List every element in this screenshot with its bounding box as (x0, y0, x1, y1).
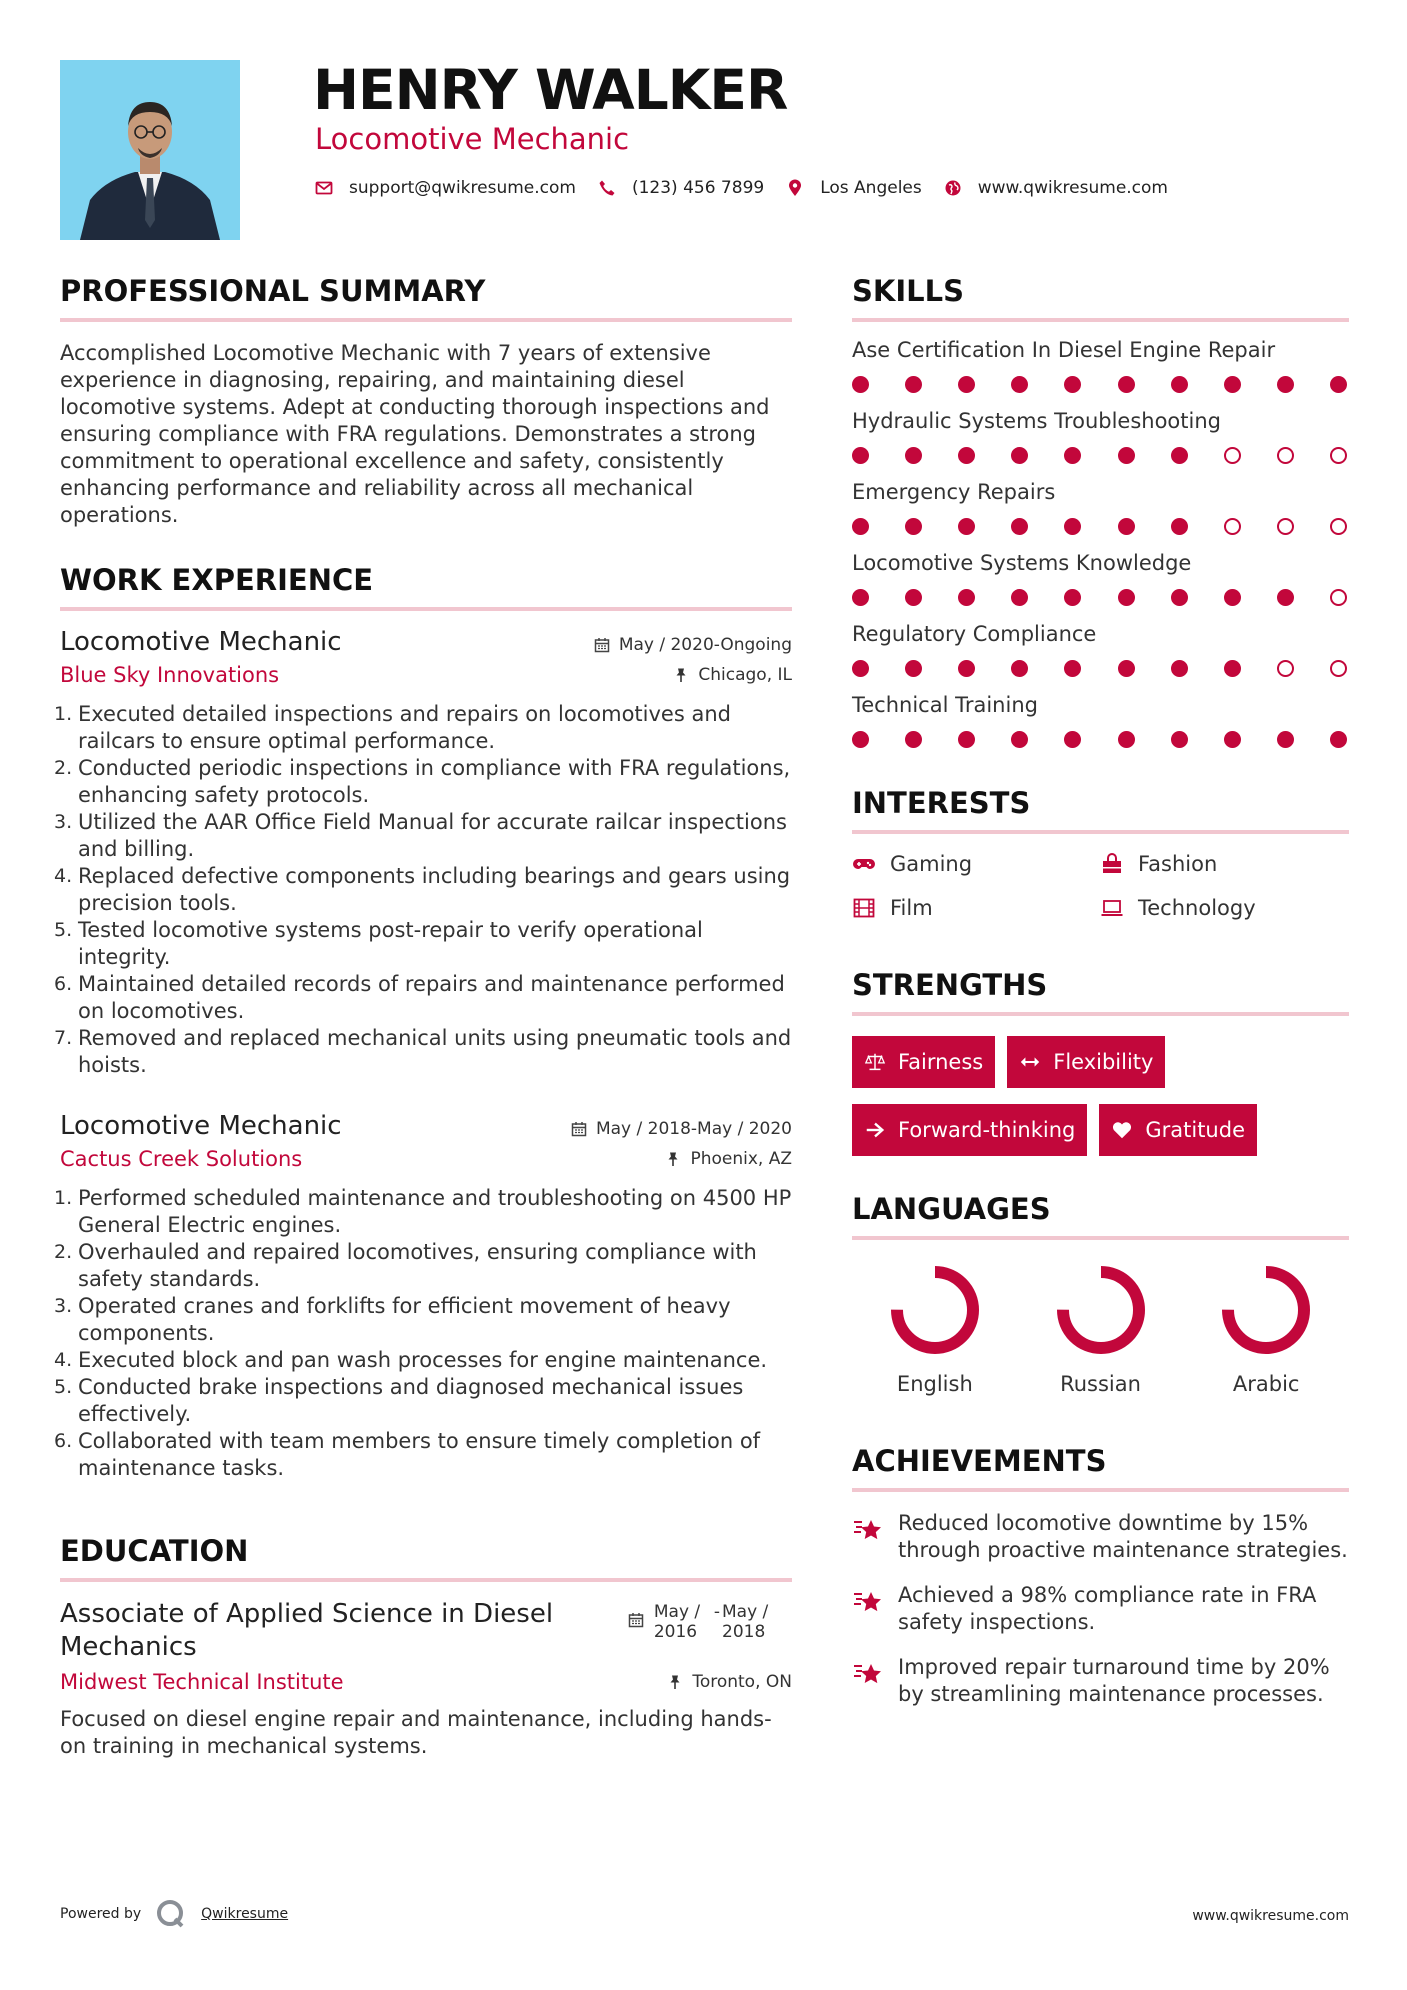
arrow-right-icon (864, 1119, 886, 1141)
rating-dot-filled (1011, 731, 1028, 748)
skill-item (852, 551, 1349, 606)
job-date-text: May / 2020-Ongoing (618, 635, 792, 655)
rating-dot-filled (852, 447, 869, 464)
rating-dot-filled (1277, 731, 1294, 748)
rating-dot-filled (1118, 731, 1135, 748)
education-date-end: May / 2018 (722, 1602, 769, 1642)
rating-dot-empty (1277, 518, 1294, 535)
skills-heading: SKILLS (852, 274, 1349, 322)
skill-rating (852, 589, 1349, 606)
right-column (852, 274, 1349, 1708)
rating-dot-filled (852, 376, 869, 393)
job-entry (60, 1111, 792, 1482)
language-name: Arabic (1232, 1372, 1300, 1396)
job-title: Locomotive Mechanic (60, 1111, 342, 1141)
languages-heading: LANGUAGES (852, 1192, 1349, 1240)
rating-dot-filled (852, 731, 869, 748)
skill-rating (852, 731, 1349, 748)
summary-heading: PROFESSIONAL SUMMARY (60, 274, 792, 322)
strength-tag (852, 1036, 995, 1088)
calendar-icon (628, 1612, 644, 1628)
interest-item (1100, 852, 1348, 876)
skill-name: Ase Certification In Diesel Engine Repair (852, 338, 1276, 362)
interest-item (852, 852, 1100, 876)
list-item: Executed block and pan wash processes for engine maintenance. (78, 1348, 768, 1372)
skill-rating (852, 376, 1349, 393)
interest-item (852, 896, 1100, 920)
rating-dot-filled (1224, 376, 1241, 393)
list-item: Overhauled and repaired locomotives, ensuring compliance with safety standards. (78, 1240, 757, 1291)
language-progress-ring (887, 1262, 983, 1358)
skill-name: Locomotive Systems Knowledge (852, 551, 1192, 575)
interests-heading: INTERESTS (852, 786, 1349, 834)
education-date (628, 1602, 776, 1642)
shopping-bag-icon (1100, 852, 1124, 876)
rating-dot-filled (905, 731, 922, 748)
job-date (571, 1119, 792, 1139)
rating-dot-filled (1277, 376, 1294, 393)
contact-location (786, 178, 922, 198)
person-portrait-icon (60, 60, 240, 240)
contact-phone-text: (123) 456 7899 (631, 178, 765, 198)
heart-icon (1111, 1119, 1133, 1141)
skills-list (852, 338, 1349, 748)
rating-dot-filled (1011, 660, 1028, 677)
arrows-horizontal-icon (1019, 1051, 1041, 1073)
rating-dot-filled (958, 447, 975, 464)
job-location (665, 1149, 792, 1169)
job-title: Locomotive Mechanic (60, 627, 342, 657)
language-item (852, 1262, 1018, 1396)
rating-dot-filled (1064, 660, 1081, 677)
rating-dot-filled (1330, 376, 1347, 393)
skill-item (852, 409, 1349, 464)
contact-location-text: Los Angeles (820, 178, 922, 198)
envelope-icon (315, 179, 333, 197)
interest-label: Fashion (1138, 852, 1218, 876)
rating-dot-filled (1171, 376, 1188, 393)
calendar-icon (594, 637, 610, 653)
map-pin-icon (786, 179, 804, 197)
rating-dot-filled (852, 518, 869, 535)
rating-dot-filled (1118, 660, 1135, 677)
profile-photo (60, 60, 240, 240)
footer-powered-by (60, 1898, 288, 1930)
rating-dot-filled (905, 660, 922, 677)
skill-rating (852, 447, 1349, 464)
rating-dot-empty (1277, 660, 1294, 677)
rating-dot-filled (1011, 589, 1028, 606)
list-item: Utilized the AAR Office Field Manual for accurate railcar inspections and billing. (78, 810, 787, 861)
rating-dot-filled (958, 589, 975, 606)
gamepad-icon (852, 852, 876, 876)
rating-dot-filled (1064, 447, 1081, 464)
language-progress-arc (1063, 1272, 1139, 1348)
achievement-text: Reduced locomotive downtime by 15% through proactive maintenance strategies. (898, 1511, 1348, 1562)
achievements-list (852, 1510, 1349, 1708)
rating-dot-filled (905, 376, 922, 393)
film-icon (852, 896, 876, 920)
company-name: Cactus Creek Solutions (60, 1147, 303, 1171)
rating-dot-filled (958, 518, 975, 535)
rating-dot-empty (1224, 518, 1241, 535)
contact-website-text: www.qwikresume.com (977, 178, 1168, 198)
job-location-text: Phoenix, AZ (690, 1149, 792, 1169)
list-item: Replaced defective components including bearings and gears using precision tools. (78, 864, 791, 915)
skill-item (852, 693, 1349, 748)
list-item: Removed and replaced mechanical units using pneumatic tools and hoists. (78, 1026, 792, 1077)
rating-dot-filled (958, 376, 975, 393)
language-name: English (896, 1372, 973, 1396)
star-award-icon (852, 1512, 886, 1546)
contact-email-text: support@qwikresume.com (349, 178, 576, 198)
list-item: Performed scheduled maintenance and troubleshooting on 4500 HP General Electric engines. (78, 1186, 792, 1237)
rating-dot-filled (1171, 518, 1188, 535)
strength-label: Flexibility (1053, 1050, 1154, 1074)
strength-label: Fairness (898, 1050, 984, 1074)
contact-phone[interactable] (598, 178, 764, 198)
job-bullets (60, 1185, 792, 1482)
rating-dot-empty (1330, 447, 1347, 464)
rating-dot-filled (852, 660, 869, 677)
rating-dot-filled (905, 447, 922, 464)
job-entry (60, 627, 792, 1079)
rating-dot-filled (1224, 589, 1241, 606)
contact-bar (315, 178, 1190, 198)
list-item: Operated cranes and forklifts for efficient movement of heavy components. (78, 1294, 731, 1345)
skill-item (852, 338, 1349, 393)
strength-tag (1099, 1104, 1257, 1156)
contact-email[interactable] (315, 178, 576, 198)
left-column (60, 274, 792, 1760)
job-bullets (60, 701, 792, 1079)
rating-dot-filled (958, 660, 975, 677)
rating-dot-filled (1011, 518, 1028, 535)
contact-website[interactable] (944, 178, 1168, 198)
list-item: Tested locomotive systems post-repair to verify operational integrity. (78, 918, 703, 969)
list-item: Maintained detailed records of repairs and maintenance performed on locomotives. (78, 972, 785, 1023)
strengths-list (852, 1036, 1349, 1156)
experience-heading: WORK EXPERIENCE (60, 563, 792, 611)
achievement-item (852, 1510, 1349, 1564)
language-item (1018, 1262, 1184, 1396)
interest-label: Technology (1138, 896, 1256, 920)
pushpin-icon (667, 1674, 683, 1690)
skill-rating (852, 518, 1349, 535)
rating-dot-filled (1064, 518, 1081, 535)
skill-rating (852, 660, 1349, 677)
language-progress-arc (897, 1272, 973, 1348)
strength-label: Gratitude (1145, 1118, 1245, 1142)
language-progress-arc (1228, 1272, 1304, 1348)
achievement-text: Improved repair turnaround time by 20% by streamlining maintenance processes. (898, 1655, 1330, 1706)
language-progress-ring (1053, 1262, 1149, 1358)
rating-dot-filled (1171, 731, 1188, 748)
education-heading: EDUCATION (60, 1534, 792, 1582)
rating-dot-filled (1277, 589, 1294, 606)
achievement-item (852, 1654, 1349, 1708)
rating-dot-filled (1118, 589, 1135, 606)
education-location (667, 1672, 792, 1692)
brand-link[interactable]: Qwikresume (201, 1906, 289, 1922)
language-name: Russian (1060, 1372, 1141, 1396)
strength-tag (1007, 1036, 1165, 1088)
rating-dot-empty (1224, 447, 1241, 464)
rating-dot-filled (1118, 447, 1135, 464)
candidate-name: HENRY WALKER (313, 58, 788, 122)
skill-item (852, 622, 1349, 677)
job-date-text: May / 2018-May / 2020 (595, 1119, 792, 1139)
strength-tag (852, 1104, 1087, 1156)
list-item: Conducted brake inspections and diagnosed mechanical issues effectively. (78, 1375, 744, 1426)
pushpin-icon (665, 1151, 681, 1167)
job-date (594, 635, 792, 655)
star-award-icon (852, 1584, 886, 1618)
skill-item (852, 480, 1349, 535)
rating-dot-filled (1171, 447, 1188, 464)
phone-icon (598, 179, 616, 197)
rating-dot-filled (905, 518, 922, 535)
rating-dot-empty (1330, 660, 1347, 677)
balance-scale-icon (864, 1051, 886, 1073)
rating-dot-filled (852, 589, 869, 606)
interest-label: Film (890, 896, 933, 920)
achievement-text: Achieved a 98% compliance rate in FRA safety inspections. (898, 1583, 1317, 1634)
candidate-title: Locomotive Mechanic (315, 122, 630, 156)
skill-name: Hydraulic Systems Troubleshooting (852, 409, 1221, 433)
strength-label: Forward-thinking (898, 1118, 1076, 1142)
education-location-text: Toronto, ON (692, 1672, 792, 1692)
rating-dot-filled (1224, 731, 1241, 748)
rating-dot-filled (1224, 660, 1241, 677)
achievements-heading: ACHIEVEMENTS (852, 1444, 1349, 1492)
rating-dot-filled (1011, 447, 1028, 464)
rating-dot-filled (1171, 660, 1188, 677)
rating-dot-filled (1330, 731, 1347, 748)
rating-dot-filled (1064, 376, 1081, 393)
globe-icon (944, 179, 962, 197)
footer-url[interactable]: www.qwikresume.com (1192, 1908, 1349, 1924)
qwikresume-logo-icon (155, 1898, 187, 1930)
degree-title: Associate of Applied Science in Diesel Mechanics (60, 1599, 554, 1662)
rating-dot-filled (1064, 731, 1081, 748)
rating-dot-empty (1330, 589, 1347, 606)
list-item: Collaborated with team members to ensure timely completion of maintenance tasks. (78, 1429, 761, 1480)
interest-label: Gaming (890, 852, 973, 876)
education-date-start: May / 2016 (653, 1602, 701, 1642)
languages-list (852, 1262, 1349, 1396)
rating-dot-filled (1118, 376, 1135, 393)
rating-dot-empty (1330, 518, 1347, 535)
strengths-heading: STRENGTHS (852, 968, 1349, 1016)
rating-dot-filled (1011, 376, 1028, 393)
pushpin-icon (673, 667, 689, 683)
rating-dot-filled (958, 731, 975, 748)
language-item (1183, 1262, 1349, 1396)
interests-grid (852, 852, 1349, 920)
rating-dot-filled (1171, 589, 1188, 606)
rating-dot-empty (1277, 447, 1294, 464)
interest-item (1100, 896, 1348, 920)
rating-dot-filled (1118, 518, 1135, 535)
summary-text: Accomplished Locomotive Mechanic with 7 years of extensive experience in diagnosing, repairing, and maintaining diesel locomotive systems. Adept at conducting thorough inspections and ensuring compliance with FRA regulations. Demonstrates a strong commitment to operational excellence and safety, consistently enhancing performance and reliability across all mechanical operations. (60, 341, 770, 527)
powered-by-label: Powered by (60, 1906, 142, 1922)
school-name: Midwest Technical Institute (60, 1670, 344, 1694)
star-award-icon (852, 1656, 886, 1690)
education-date-separator: - (713, 1602, 720, 1622)
achievement-item (852, 1582, 1349, 1636)
skill-name: Emergency Repairs (852, 480, 1056, 504)
list-item: Executed detailed inspections and repairs on locomotives and railcars to ensure optimal performance. (78, 702, 731, 753)
language-progress-ring (1218, 1262, 1314, 1358)
rating-dot-filled (1064, 589, 1081, 606)
laptop-icon (1100, 896, 1124, 920)
job-location-text: Chicago, IL (698, 665, 792, 685)
rating-dot-filled (905, 589, 922, 606)
company-name: Blue Sky Innovations (60, 663, 280, 687)
list-item: Conducted periodic inspections in compliance with FRA regulations, enhancing safety protocols. (78, 756, 791, 807)
education-description: Focused on diesel engine repair and maintenance, including hands-on training in mechanical systems. (60, 1707, 772, 1758)
calendar-icon (571, 1121, 587, 1137)
skill-name: Technical Training (852, 693, 1038, 717)
job-location (673, 665, 792, 685)
skill-name: Regulatory Compliance (852, 622, 1097, 646)
